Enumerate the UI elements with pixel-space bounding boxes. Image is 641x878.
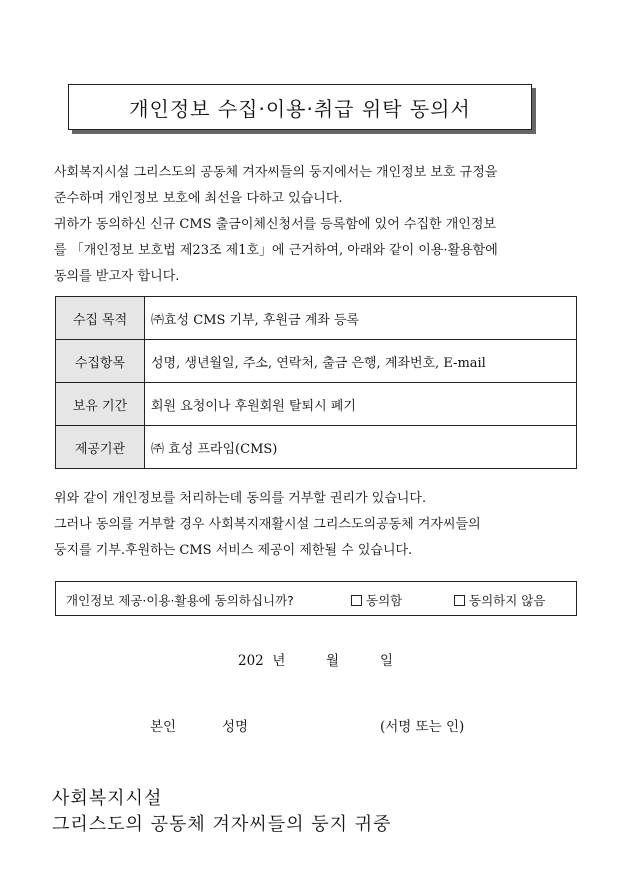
table-row <box>56 340 577 383</box>
checkbox-icon[interactable] <box>454 595 465 606</box>
row-value: ㈜효성 CMS 기부, 후원금 계좌 등록 <box>145 297 577 340</box>
row-label: 보유 기간 <box>56 383 145 426</box>
intro-paragraph <box>54 160 578 290</box>
document-title <box>68 84 532 130</box>
disagree-label: 동의하지 않음 <box>469 593 546 608</box>
signature-self: 본인 <box>150 719 177 735</box>
intro-line: 귀하가 동의하신 신규 CMS 출금이체신청서를 등록함에 있어 수집한 개인정보 <box>54 217 496 232</box>
row-value: ㈜ 효성 프라임(CMS) <box>145 426 577 469</box>
intro-line: 사회복지시설 그리스도의 공동체 겨자씨들의 둥지에서는 개인정보 보호 규정을 <box>54 165 498 180</box>
table-row <box>56 297 577 340</box>
date-year: 202 년 <box>238 653 286 669</box>
table-row <box>56 383 577 426</box>
refusal-line: 위와 같이 개인정보를 처리하는데 동의를 거부할 권리가 있습니다. <box>54 491 427 506</box>
document-title-text: 개인정보 수집·이용·취급 위탁 동의서 <box>129 96 471 121</box>
row-value: 회원 요청이나 후원회원 탈퇴시 폐기 <box>145 383 577 426</box>
consent-question: 개인정보 제공·이용·활용에 동의하십니까? <box>66 593 294 608</box>
refusal-line: 둥지를 기부.후원하는 CMS 서비스 제공이 제한될 수 있습니다. <box>54 543 413 558</box>
refusal-paragraph <box>54 486 578 564</box>
recipient-line2: 그리스도의 공동체 겨자씨들의 둥지 귀중 <box>52 814 392 835</box>
signature-sign-label: (서명 또는 인) <box>380 719 465 735</box>
refusal-line: 그러나 동의를 거부할 경우 사회복지재활시설 그리스도의공동체 겨자씨들의 <box>54 517 481 532</box>
disagree-option[interactable] <box>454 591 545 609</box>
row-label: 수집항목 <box>56 340 145 383</box>
signature-name-label: 성명 <box>222 719 249 735</box>
intro-line: 를 「개인정보 보호법 제23조 제1호」에 근거하여, 아래와 같이 이용·활용함에 <box>54 243 498 258</box>
checkbox-icon[interactable] <box>351 595 362 606</box>
intro-line: 준수하며 개인정보 보호에 최선을 다하고 있습니다. <box>54 191 343 206</box>
table-row <box>56 426 577 469</box>
recipient-line1: 사회복지시설 <box>52 788 163 809</box>
info-table <box>55 296 577 469</box>
intro-line: 동의를 받고자 합니다. <box>54 269 180 284</box>
date-day: 일 <box>380 653 394 669</box>
agree-label: 동의함 <box>366 593 403 608</box>
row-value: 성명, 생년월일, 주소, 연락처, 출금 은행, 계좌번호, E-mail <box>145 340 577 383</box>
row-label: 수집 목적 <box>56 297 145 340</box>
agree-option[interactable] <box>351 591 402 609</box>
date-month: 월 <box>326 653 340 669</box>
row-label: 제공기관 <box>56 426 145 469</box>
consent-box <box>55 581 577 616</box>
